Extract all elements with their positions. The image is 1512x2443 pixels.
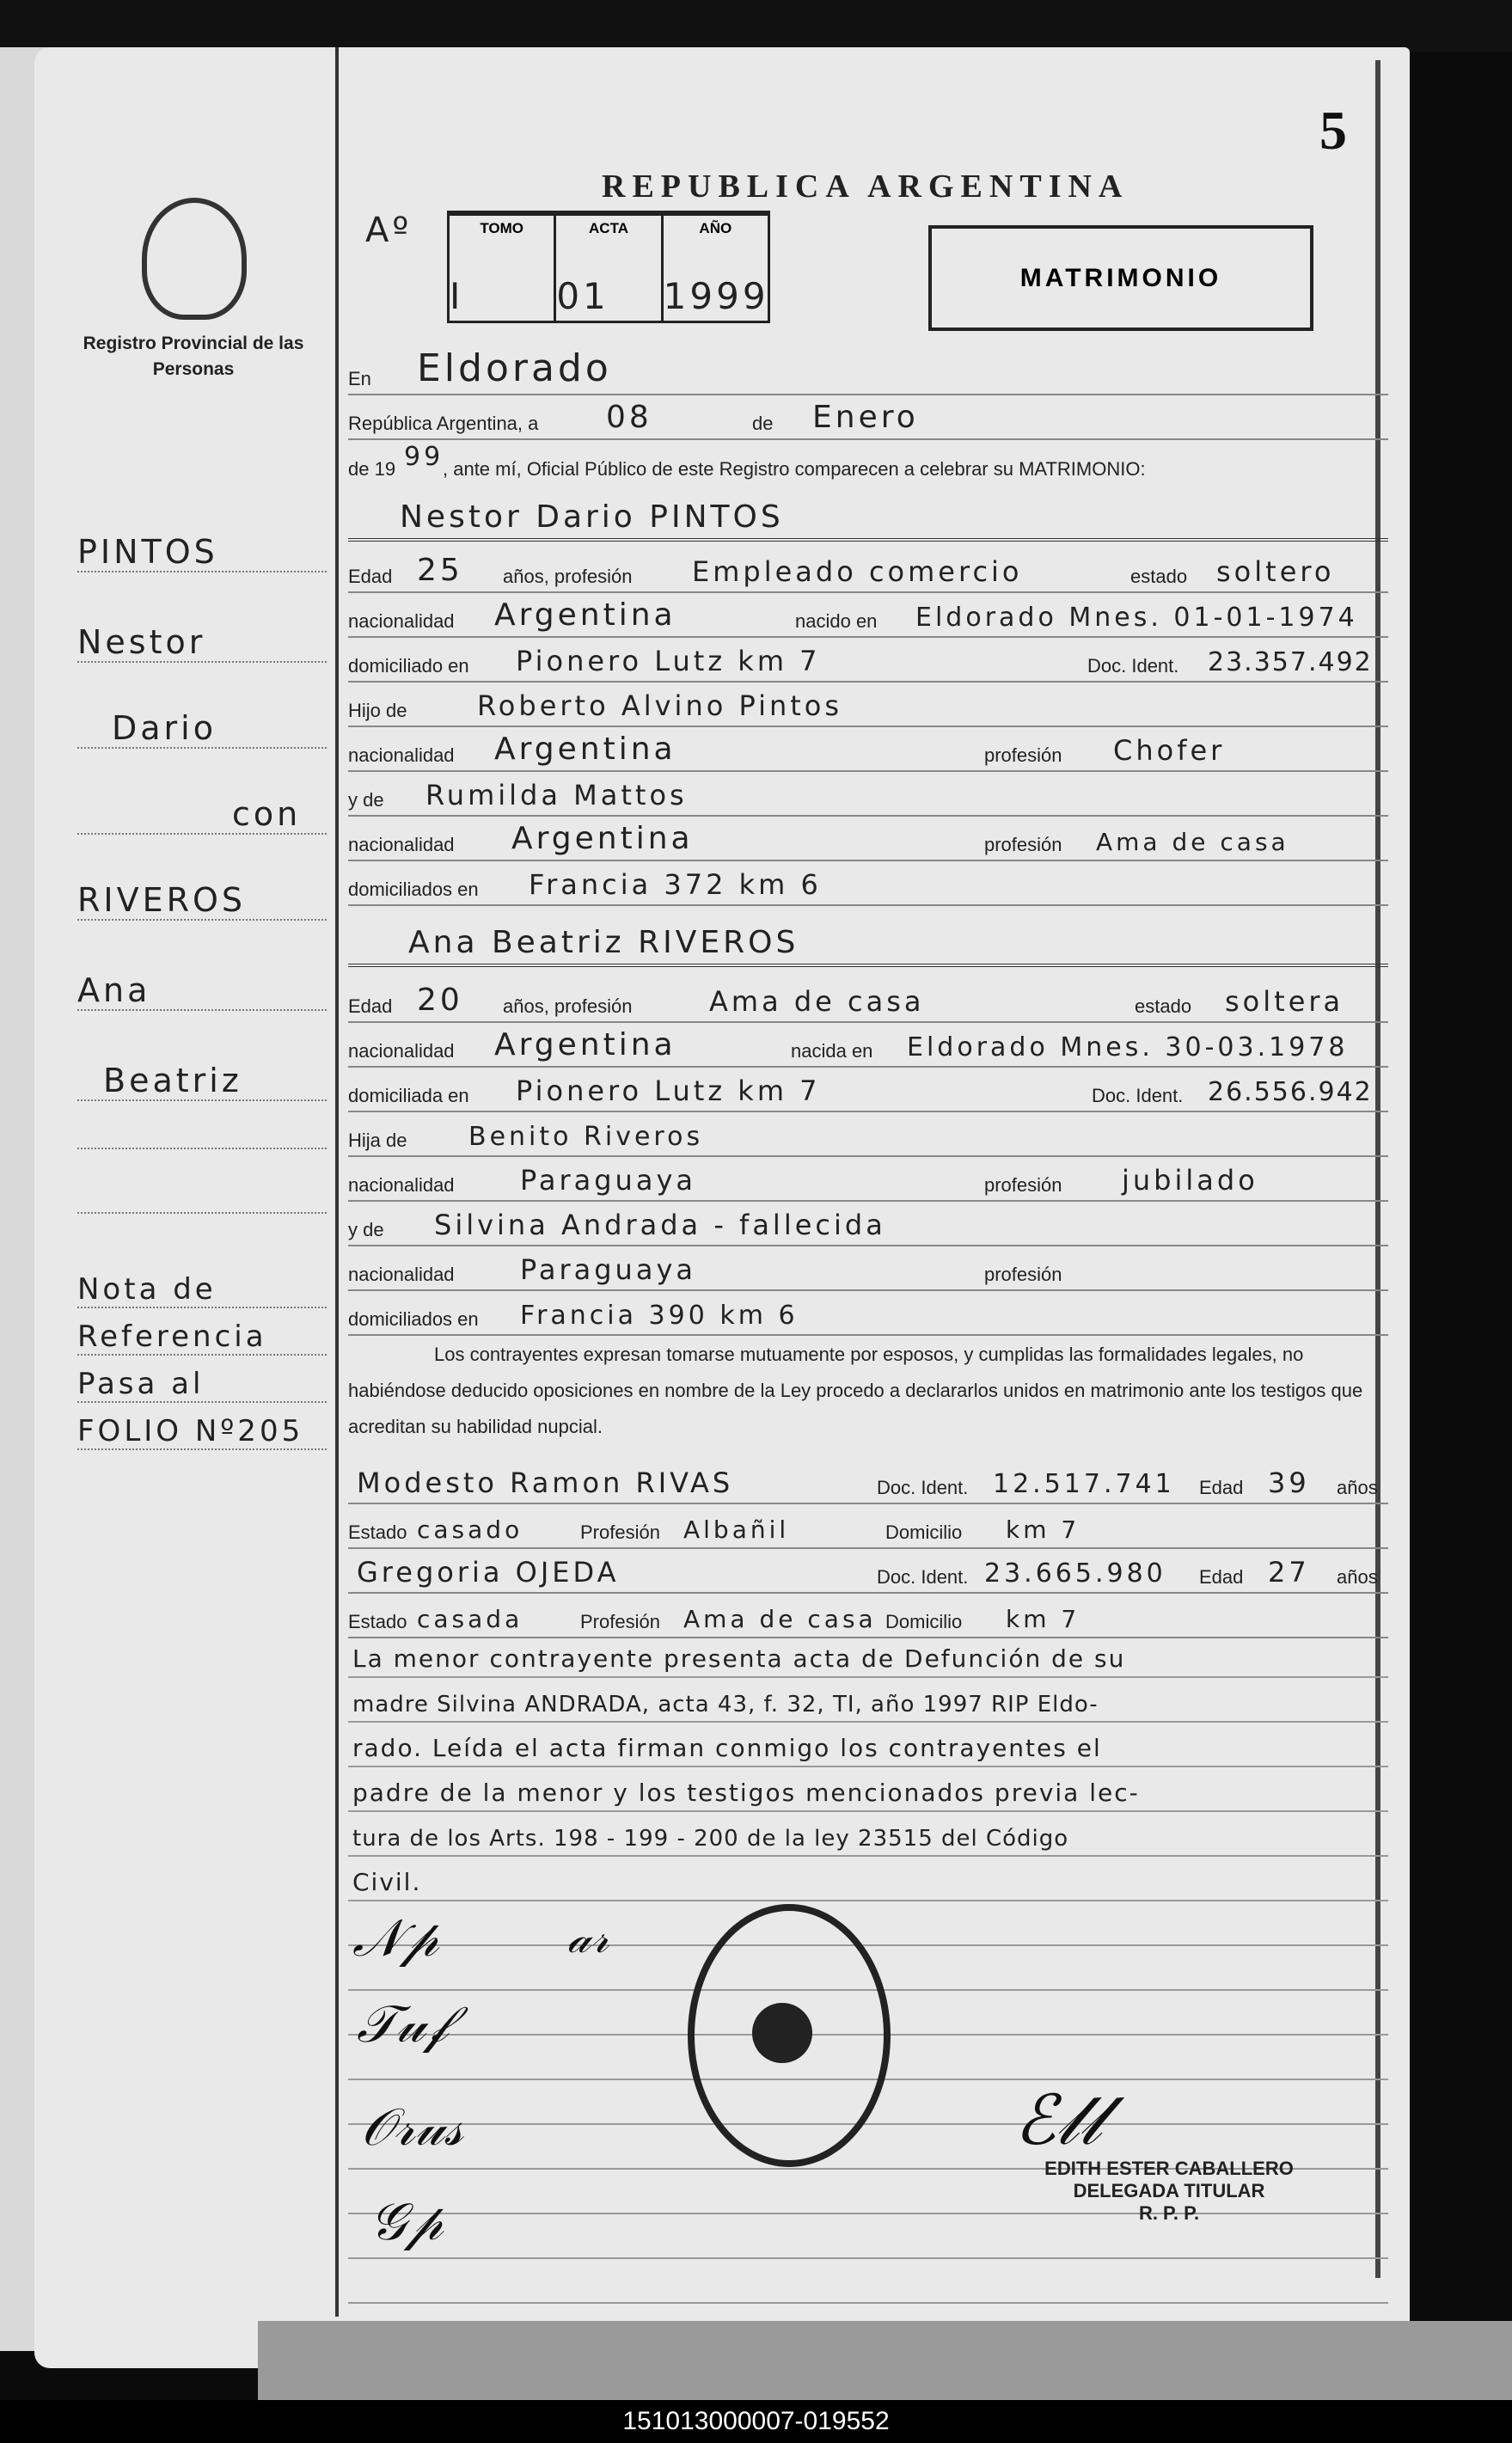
margin-con: con: [77, 795, 327, 835]
domiciliados-label: domiciliados en: [348, 1308, 479, 1330]
bride-father-nat-row: [348, 1159, 1388, 1202]
republica-label: República Argentina, a: [348, 413, 539, 434]
witness-2-profession: Ama de casa: [683, 1605, 877, 1633]
notes-line-4: padre de la menor y los testigos mencionados previa lec-: [352, 1779, 1140, 1807]
profesion-label: profesión: [984, 1264, 1062, 1285]
nacido-label: nacido en: [795, 610, 878, 632]
registry-title: Registro Provincial de las Personas: [83, 334, 304, 379]
margin-surname: PINTOS: [77, 533, 327, 572]
delegate-title: DELEGADA TITULAR: [1073, 2180, 1265, 2201]
bride-parents-domicile-row: [348, 1293, 1388, 1336]
estado-label: Estado: [348, 1611, 407, 1632]
month-value: Enero: [812, 400, 919, 435]
anio-label: AÑO: [664, 213, 768, 242]
bride-mother: Silvina Andrada - fallecida: [434, 1209, 886, 1241]
groom-parents-domicile: Francia 372 km 6: [529, 868, 822, 901]
signature-witness-2-icon: 𝒪𝓇𝓊𝓈: [361, 2097, 463, 2158]
groom-name: Nestor Dario PINTOS: [400, 499, 784, 535]
intro-year-row: [348, 443, 1388, 484]
hijo-label: Hijo de: [348, 700, 407, 721]
domiciliados-label: domiciliados en: [348, 879, 479, 900]
doc-label: Doc. Ident.: [1087, 655, 1179, 677]
stamp-center-icon: [752, 2003, 812, 2063]
groom-domicile-row: [348, 640, 1388, 683]
groom-doc: 23.357.492: [1208, 647, 1373, 677]
bride-mother-nationality: Paraguaya: [520, 1253, 696, 1286]
profesion-label: profesión: [984, 834, 1062, 855]
groom-father: Roberto Alvino Pintos: [477, 689, 843, 722]
estado-label: estado: [1135, 995, 1192, 1017]
signature-bride-icon: 𝒶𝓇: [567, 1913, 609, 1962]
nacionalidad-label: nacionalidad: [348, 610, 455, 632]
witness-1-doc: 12.517.741: [993, 1469, 1175, 1499]
year-value: 99: [404, 442, 444, 472]
bride-name: Ana Beatriz RIVEROS: [408, 925, 799, 960]
margin-divider: [335, 47, 339, 2317]
bride-domicile: Pionero Lutz km 7: [516, 1075, 821, 1107]
domicilio-label: domiciliada en: [348, 1085, 469, 1106]
y-de-label: y de: [348, 1219, 384, 1240]
bride-nationality: Argentina: [494, 1027, 676, 1062]
groom-parents-domicile-row: [348, 863, 1388, 906]
margin-bride-first: Ana: [77, 971, 327, 1011]
acta-reference-box: [447, 211, 770, 323]
groom-nationality-row: [348, 595, 1388, 638]
notes-line-1: La menor contrayente presenta acta de Defunción de su: [352, 1644, 1126, 1673]
tomo-label: TOMO: [450, 213, 554, 242]
profesion-label: Profesión: [580, 1611, 660, 1632]
edad-label: Edad: [1199, 1566, 1244, 1588]
witness-1-age: 39: [1268, 1466, 1310, 1499]
profesion-label: profesión: [984, 744, 1062, 766]
groom-mother-row: [348, 774, 1388, 817]
delegate-office: R. P. P.: [1138, 2202, 1200, 2224]
document-heading: REPUBLICA ARGENTINA: [602, 168, 1129, 205]
hija-label: Hija de: [348, 1130, 407, 1151]
delegate-stamp: [1040, 2158, 1298, 2225]
declaration-text: Los contrayentes expresan tomarse mutuamente por esposos, y cumplidas las formalidades legales, no habiéndose deducido oposiciones en nombre de la Ley procedo a declararlos unidos en matrimonio ante los testigos que acreditan su habilidad nupcial.: [348, 1344, 1363, 1437]
delegate-name: EDITH ESTER CABALLERO: [1044, 2158, 1294, 2179]
edad-label: Edad: [1199, 1477, 1244, 1498]
profesion-label: años, profesión: [503, 995, 633, 1017]
bride-profession: Ama de casa: [709, 985, 925, 1018]
certificate-type: MATRIMONIO: [928, 225, 1313, 331]
bride-age-row: [348, 980, 1388, 1023]
witness-2-doc: 23.665.980: [984, 1558, 1166, 1589]
acta-label: ACTA: [556, 213, 660, 242]
groom-mother-nationality: Argentina: [511, 821, 694, 856]
witness-2-status: casada: [417, 1605, 523, 1633]
intro-date-row: [348, 397, 1388, 440]
nacionalidad-label: nacionalidad: [348, 1040, 455, 1062]
notes-line: [348, 1723, 1388, 1767]
margin-second-name: Dario: [77, 709, 327, 749]
groom-mother: Rumilda Mattos: [425, 779, 688, 811]
groom-name-row: [348, 490, 1388, 542]
margin-note-1: Nota de: [77, 1272, 327, 1308]
notes-line: [348, 1678, 1388, 1723]
margin-bride-surname: RIVEROS: [77, 881, 327, 921]
profesion-label: años, profesión: [503, 566, 633, 587]
profesion-label: Profesión: [580, 1522, 660, 1543]
signature-father-icon: 𝒢𝓅: [370, 2192, 444, 2252]
tomo-value: I: [450, 275, 464, 317]
anio-value: 1999: [663, 275, 769, 317]
nacionalidad-label: nacionalidad: [348, 1264, 455, 1285]
notes-line-5: tura de los Arts. 198 - 199 - 200 de la ley 23515 del Código: [352, 1826, 1069, 1852]
doc-label: Doc. Ident.: [877, 1477, 969, 1498]
domicilio-label: Domicilio: [885, 1522, 963, 1543]
witness-2-name: Gregoria OJEDA: [357, 1556, 620, 1589]
bride-name-row: [348, 915, 1388, 967]
margin-note-3: Pasa al: [77, 1367, 327, 1403]
bride-birth: Eldorado Mnes. 30-03.1978: [907, 1032, 1349, 1062]
notes-line: [348, 1812, 1388, 1857]
witness-1-profession: Albañil: [683, 1515, 790, 1544]
groom-father-nat-row: [348, 729, 1388, 772]
bride-mother-row: [348, 1203, 1388, 1246]
day-value: 08: [606, 400, 652, 435]
oficial-text: , ante mí, Oficial Público de este Registro comparecen a celebrar su MATRIMONIO:: [443, 458, 1146, 480]
registry-seal-icon: [142, 198, 247, 320]
bride-doc: 26.556.942: [1208, 1077, 1373, 1107]
bride-father: Benito Riveros: [468, 1122, 704, 1152]
groom-age: 25: [417, 553, 463, 588]
witness-1-domicile: km 7: [1006, 1515, 1080, 1544]
groom-father-row: [348, 684, 1388, 727]
top-shadow: [0, 0, 1512, 52]
groom-age-row: [348, 550, 1388, 593]
anos-label: años: [1337, 1477, 1378, 1498]
signature-witness-1-icon: 𝒯𝓊𝒻: [357, 1994, 449, 2054]
witness-2-row: [348, 1551, 1388, 1594]
bride-nationality-row: [348, 1025, 1388, 1068]
bride-father-nationality: Paraguaya: [520, 1164, 696, 1197]
witness-2-detail-row: [348, 1595, 1388, 1638]
estado-label: Estado: [348, 1522, 407, 1543]
signature-groom-icon: 𝒩𝓅: [352, 1908, 439, 1968]
bride-father-profession: jubilado: [1122, 1164, 1258, 1197]
groom-profession: Empleado comercio: [692, 555, 1023, 588]
estado-label: estado: [1130, 566, 1188, 587]
groom-birth: Eldorado Mnes. 01-01-1974: [915, 603, 1358, 633]
edad-label: Edad: [348, 995, 393, 1017]
nacionalidad-label: nacionalidad: [348, 834, 455, 855]
bride-father-row: [348, 1114, 1388, 1157]
witness-1-row: [348, 1461, 1388, 1504]
acta-value: 01: [556, 275, 609, 317]
image-caption: 151013000007-019552: [0, 2400, 1512, 2443]
bride-domicile-row: [348, 1069, 1388, 1112]
signature-official-icon: ℰ𝓁𝓁: [1014, 2080, 1102, 2160]
ano-label: Aº: [365, 211, 413, 250]
groom-father-profession: Chofer: [1113, 734, 1226, 767]
margin-note-4: FOLIO Nº205: [77, 1414, 327, 1450]
doc-label: Doc. Ident.: [877, 1566, 969, 1588]
margin-bride-second: Beatriz: [77, 1062, 327, 1101]
domicilio-label: Domicilio: [885, 1611, 963, 1632]
y-de-label: y de: [348, 789, 384, 811]
page-number: 5: [1319, 100, 1347, 161]
notes-line: [348, 1633, 1388, 1678]
witness-2-domicile: km 7: [1006, 1605, 1080, 1633]
groom-mother-nat-row: [348, 818, 1388, 861]
bride-mother-nat-row: [348, 1248, 1388, 1291]
notes-line-3: rado. Leída el acta firman conmigo los contrayentes el: [352, 1734, 1102, 1762]
bride-status: soltera: [1225, 985, 1344, 1018]
bride-age: 20: [417, 983, 463, 1018]
groom-domicile: Pionero Lutz km 7: [516, 645, 821, 677]
de-label: de: [752, 413, 774, 434]
bottom-background: [258, 2321, 1512, 2400]
nacionalidad-label: nacionalidad: [348, 744, 455, 766]
margin-first-name: Nestor: [77, 623, 327, 663]
bride-parents-domicile: Francia 390 km 6: [520, 1301, 799, 1331]
margin-blank-line: [77, 1212, 327, 1214]
domicilio-label: domiciliado en: [348, 655, 469, 677]
groom-nationality: Argentina: [494, 597, 676, 633]
en-label: En: [348, 368, 371, 389]
ruled-line: [348, 1901, 1388, 1946]
notes-line: [348, 1857, 1388, 1901]
year-prefix: de 19: [348, 458, 396, 480]
doc-label: Doc. Ident.: [1092, 1085, 1184, 1106]
groom-mother-profession: Ama de casa: [1096, 828, 1289, 856]
nacionalidad-label: nacionalidad: [348, 1174, 455, 1196]
margin-note-2: Referencia: [77, 1319, 327, 1356]
witness-2-age: 27: [1268, 1556, 1310, 1589]
profesion-label: profesión: [984, 1174, 1062, 1196]
groom-status: soltero: [1216, 555, 1335, 588]
nacida-label: nacida en: [791, 1040, 873, 1062]
intro-place-row: [348, 346, 1388, 395]
anos-label: años: [1337, 1566, 1378, 1588]
notes-line: [348, 1767, 1388, 1812]
notes-line-2: madre Silvina ANDRADA, acta 43, f. 32, TI, año 1997 RIP Eldo-: [352, 1692, 1099, 1717]
witness-1-status: casado: [417, 1515, 523, 1544]
margin-blank-line: [77, 1148, 327, 1149]
ruled-line: [348, 2259, 1388, 2304]
witness-1-name: Modesto Ramon RIVAS: [357, 1466, 734, 1499]
notes-line-6: Civil.: [352, 1868, 422, 1896]
witness-1-detail-row: [348, 1506, 1388, 1549]
groom-father-nationality: Argentina: [494, 732, 676, 767]
edad-label: Edad: [348, 566, 393, 587]
place-value: Eldorado: [417, 346, 612, 390]
